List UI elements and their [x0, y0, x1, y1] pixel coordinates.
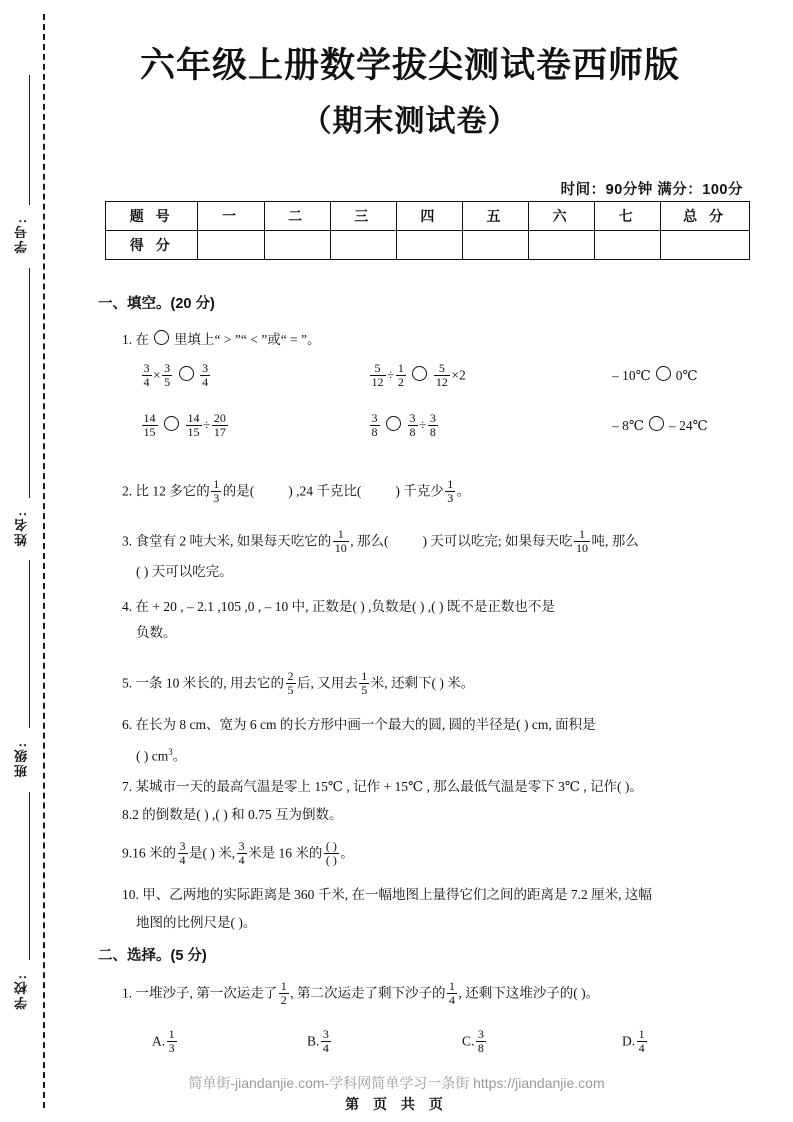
margin-label-text: 姓名: [14, 509, 29, 547]
q1-comparison-4 [140, 412, 229, 439]
score-table-col-5: 五 [462, 202, 528, 231]
fraction [359, 670, 369, 697]
question-1-8: 8.2 的倒数是( ) ,( ) 和 0.75 互为倒数。 [122, 807, 343, 822]
q9-text-d: 。 [340, 845, 354, 861]
suffix: ×2 [451, 367, 466, 383]
score-table-col-3: 三 [330, 202, 396, 231]
score-table [105, 201, 750, 260]
s2q1-text-c: , 还剩下这堆沙子的( )。 [458, 985, 600, 1001]
fraction [237, 840, 247, 867]
left-margin-column [0, 0, 43, 1122]
q1-comparison-6 [612, 416, 708, 434]
operator: ÷ [387, 367, 395, 383]
numerator-blank[interactable]: ( ) [325, 839, 337, 853]
numerator: 2 [287, 669, 294, 683]
q2-text-b: 的是( [222, 483, 255, 499]
circle-blank-icon[interactable] [179, 366, 194, 381]
temp-right: 0℃ [675, 368, 698, 383]
numerator: 1 [447, 477, 454, 491]
denominator: 10 [576, 540, 588, 555]
fraction [447, 980, 457, 1007]
operator: ÷ [203, 417, 211, 433]
section-1-heading: 一、填空。(20 分) [98, 296, 215, 312]
circle-blank-icon[interactable] [656, 366, 671, 381]
question-1-4-line1: 4. 在 + 20 , – 2.1 ,105 ,0 , – 10 中, 正数是( ) ,负数是( ) ,( ) 既不是正数也不是 [122, 599, 555, 614]
choice-key: A. [152, 1033, 166, 1049]
margin-rule-3 [29, 560, 30, 728]
fraction [279, 980, 289, 1007]
score-table-row-label: 题 号 [106, 202, 198, 231]
fraction [408, 412, 418, 439]
score-input-4[interactable] [396, 231, 462, 260]
fraction [370, 362, 386, 389]
choice-option-a[interactable] [152, 1028, 178, 1055]
question-1-1-stem [122, 330, 321, 348]
numerator: 3 [179, 839, 186, 853]
choice-option-c[interactable] [462, 1028, 487, 1055]
numerator: 5 [374, 361, 381, 375]
numerator: 3 [409, 411, 416, 425]
fraction [428, 412, 438, 439]
numerator: 1 [168, 1027, 175, 1041]
numerator: 20 [213, 411, 226, 425]
margin-label-text: 学校: [14, 972, 29, 1010]
q5-text-a: 5. 一条 10 米长的, 用去它的 [122, 675, 284, 691]
score-input-total[interactable] [661, 231, 750, 260]
fraction [167, 1028, 177, 1055]
numerator: 3 [164, 361, 171, 375]
q1-comparison-2 [368, 362, 466, 389]
fraction [142, 412, 158, 439]
q6-superscript: 3 [168, 747, 173, 757]
denominator: 3 [213, 490, 220, 505]
numerator: 3 [143, 361, 150, 375]
score-input-7[interactable] [595, 231, 661, 260]
fraction [574, 528, 590, 555]
watermark-text: 简单街-jiandanjie.com-学科网简单学习一条街 https://jiandanjie.com [188, 1075, 605, 1091]
temp-right: – 24℃ [668, 418, 708, 433]
score-table-col-4: 四 [396, 202, 462, 231]
score-table-col-1: 一 [198, 202, 264, 231]
q1-comparison-3 [612, 366, 698, 384]
numerator: 1 [638, 1027, 645, 1041]
fraction [211, 478, 221, 505]
score-table-col-7: 七 [595, 202, 661, 231]
question-2-1 [122, 980, 599, 1007]
margin-rule-1 [29, 75, 30, 205]
numerator: 1 [361, 669, 368, 683]
score-input-1[interactable] [198, 231, 264, 260]
numerator: 1 [397, 361, 404, 375]
margin-label-xuexiao [0, 960, 43, 1022]
denominator: 17 [213, 424, 226, 439]
denominator: 4 [638, 1040, 645, 1055]
margin-rule-4 [29, 792, 30, 960]
fraction [321, 1028, 331, 1055]
circle-blank-icon[interactable] [386, 416, 401, 431]
denominator: 8 [371, 424, 378, 439]
circle-blank-icon[interactable] [412, 366, 427, 381]
q3-text-d: 吨, 那么 [591, 533, 639, 549]
margin-label-text: 学号: [14, 216, 29, 254]
table-row-question-numbers [106, 202, 750, 231]
fraction [333, 528, 349, 555]
q2-text-c: ) ,24 千克比( [288, 483, 362, 499]
q6-text: ( ) cm [136, 748, 169, 764]
q6-text-end: 。 [172, 748, 187, 764]
denominator: 5 [361, 682, 368, 697]
numerator: 1 [579, 527, 585, 541]
numerator: 3 [371, 411, 378, 425]
numerator: 3 [202, 361, 209, 375]
fraction [445, 478, 455, 505]
question-1-6-line1: 6. 在长为 8 cm、宽为 6 cm 的长方形中画一个最大的圆, 圆的半径是( ) cm, 面积是 [122, 717, 596, 732]
margin-label-xingming [0, 498, 43, 558]
denominator: 3 [447, 490, 454, 505]
question-1-7: 7. 某城市一天的最高气温是零上 15℃ , 记作 + 15℃ , 那么最低气温是零下 3℃ , 记作( )。 [122, 779, 643, 794]
q5-text-b: 后, 又用去 [297, 675, 358, 691]
section-2-heading: 二、选择。(5 分) [98, 948, 207, 964]
numerator: 3 [477, 1027, 484, 1041]
page-subtitle: （期末测试卷） [301, 105, 519, 138]
question-1-9 [122, 840, 354, 867]
fraction [162, 362, 172, 389]
numerator: 1 [280, 979, 287, 993]
question-1-10-line1: 10. 甲、乙两地的实际距离是 360 千米, 在一幅地图上量得它们之间的距离是 7.2 厘米, 这幅 [122, 887, 652, 902]
score-input-3[interactable] [330, 231, 396, 260]
q9-text-a: 9.16 米的 [122, 845, 176, 861]
denominator: 4 [322, 1040, 329, 1055]
fraction-answer-blank[interactable] [324, 840, 339, 867]
question-1-10-line2: 地图的比例尺是( )。 [136, 915, 257, 930]
score-input-6[interactable] [529, 231, 595, 260]
numerator: 3 [322, 1027, 329, 1041]
fraction [200, 362, 210, 389]
score-input-5[interactable] [462, 231, 528, 260]
denominator: 12 [371, 374, 384, 389]
q3-text-a: 3. 食堂有 2 吨大米, 如果每天吃它的 [122, 533, 332, 549]
choice-option-d[interactable] [622, 1028, 648, 1055]
choice-key: C. [462, 1033, 475, 1049]
numerator: 1 [449, 979, 455, 993]
choice-key: D. [622, 1033, 636, 1049]
question-1-3-line2: ( ) 天可以吃完。 [136, 564, 233, 579]
denominator: 8 [477, 1040, 484, 1055]
margin-label-text: 班级: [14, 740, 29, 778]
fraction [434, 362, 450, 389]
page-title: 六年级上册数学拔尖测试卷西师版 [139, 46, 680, 85]
q1-comparison-5 [368, 412, 439, 439]
page-footer: 第 页 共 页 [345, 1096, 448, 1112]
exam-meta-info: 时间：90分钟 满分：100分 [560, 182, 743, 198]
margin-label-xuehao [0, 205, 43, 265]
denominator: 8 [409, 424, 416, 439]
numerator: 1 [337, 527, 344, 541]
numerator: 1 [213, 477, 220, 491]
numerator: 3 [238, 839, 245, 853]
circle-blank-icon[interactable] [649, 416, 664, 431]
table-row-scores [106, 231, 750, 260]
circle-blank-icon[interactable] [164, 416, 179, 431]
denominator: 4 [143, 374, 150, 389]
q9-text-b: 是( ) 米, [189, 845, 236, 861]
s2q1-text-b: , 第二次运走了剩下沙子的 [290, 985, 446, 1001]
q2-text-d: ) 千克少 [395, 483, 444, 499]
temp-left: – 8℃ [612, 418, 644, 433]
denominator: 10 [334, 540, 347, 555]
denominator: 5 [287, 682, 294, 697]
question-1-3-line1 [122, 528, 639, 555]
numerator: 5 [438, 361, 445, 375]
q3-text-b: , 那么( [350, 533, 389, 549]
fraction [370, 412, 380, 439]
margin-label-banji [0, 728, 43, 790]
denominator: 3 [168, 1040, 175, 1055]
denominator: 15 [187, 424, 200, 439]
denominator: 15 [143, 424, 156, 439]
operator: × [153, 367, 161, 383]
fraction [396, 362, 406, 389]
q9-text-c: 米是 16 米的 [248, 845, 323, 861]
s2q1-text-a: 1. 一堆沙子, 第一次运走了 [122, 985, 278, 1001]
fraction [178, 840, 188, 867]
choice-key: B. [307, 1033, 320, 1049]
fraction [186, 412, 202, 439]
denominator: 4 [179, 852, 186, 867]
choice-option-b[interactable] [307, 1028, 332, 1055]
fraction [286, 670, 296, 697]
score-table-col-2: 二 [264, 202, 330, 231]
operator: ÷ [419, 417, 427, 433]
q1-comparison-1 [140, 362, 212, 389]
q5-text-c: 米, 还剩下( ) 米。 [370, 675, 475, 691]
denominator: 4 [238, 852, 245, 867]
denominator-blank[interactable]: ( ) [325, 852, 337, 867]
fraction [142, 362, 152, 389]
denominator: 4 [449, 992, 455, 1007]
fraction [637, 1028, 647, 1055]
question-1-4-line2: 负数。 [136, 625, 177, 640]
question-1-6-line2 [136, 744, 186, 765]
numerator: 14 [187, 411, 200, 425]
question-1-2 [122, 478, 470, 505]
score-table-col-6: 六 [529, 202, 595, 231]
denominator: 2 [397, 374, 404, 389]
question-1-5 [122, 670, 474, 697]
circle-blank-icon[interactable] [154, 330, 169, 345]
q2-text-e: 。 [456, 483, 471, 499]
binding-dashed-line [43, 14, 45, 1108]
numerator: 3 [429, 411, 436, 425]
denominator: 12 [435, 374, 448, 389]
margin-rule-2 [29, 268, 30, 498]
q3-text-c: ) 天可以吃完; 如果每天吃 [422, 533, 573, 549]
q2-text-a: 2. 比 12 多它的 [122, 483, 210, 499]
score-input-2[interactable] [264, 231, 330, 260]
denominator: 8 [429, 424, 436, 439]
score-table-col-total: 总 分 [661, 202, 750, 231]
fraction [212, 412, 228, 439]
denominator: 4 [202, 374, 209, 389]
fraction [476, 1028, 486, 1055]
denominator: 5 [164, 374, 171, 389]
temp-left: – 10℃ [612, 368, 651, 383]
denominator: 2 [280, 992, 287, 1007]
numerator: 14 [143, 411, 156, 425]
score-table-row-label-score: 得 分 [106, 231, 198, 260]
q1-stem-a: 1. 在 [122, 332, 149, 347]
q1-stem-b: 里填上“ > ”“ < ”或“ = ”。 [174, 332, 321, 347]
